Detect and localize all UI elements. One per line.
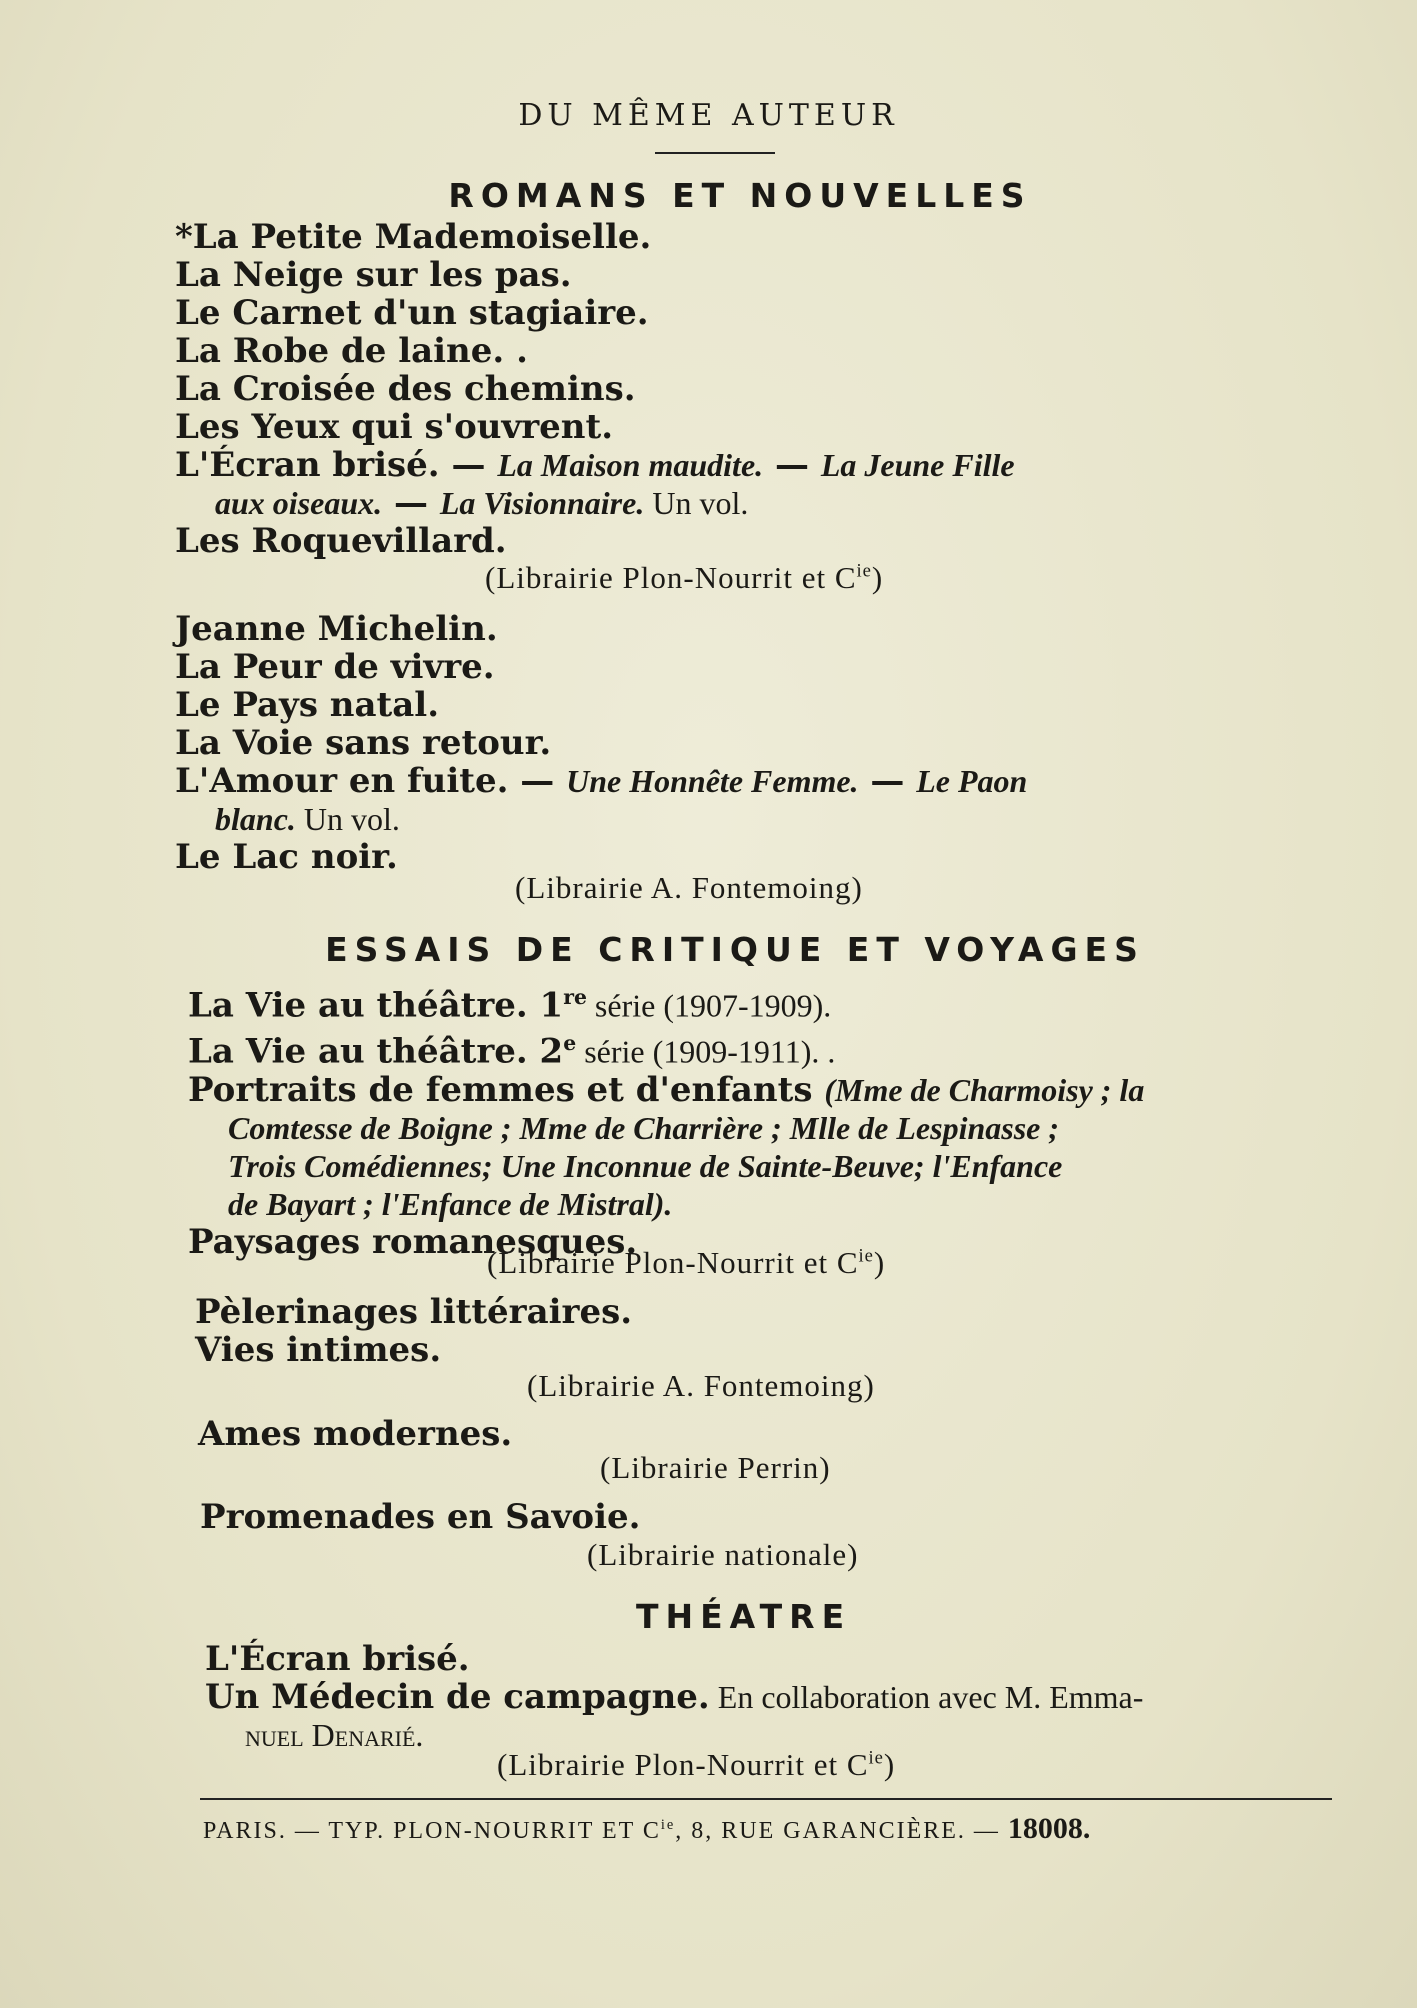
list-item-cont — [175, 484, 1325, 522]
entry-lead: L'Amour en fuite. — — [175, 761, 567, 801]
list-item: L'Écran brisé. — [205, 1639, 470, 1679]
publisher-line: (Librairie Perrin) — [600, 1450, 831, 1485]
publisher-line: (Librairie A. Fontemoing) — [527, 1368, 875, 1403]
entry-italic: La Maison maudite. — [497, 447, 764, 483]
section-title-theatre: THÉATRE — [636, 1597, 852, 1636]
publisher-sup: ie — [858, 1245, 874, 1267]
list-item-cont — [188, 1147, 1338, 1185]
entry-sup: re — [563, 985, 587, 1009]
entry-italic: aux oiseaux. — [215, 485, 383, 521]
list-item-medecin — [205, 1678, 1355, 1716]
entry-sup: e — [563, 1031, 577, 1056]
list-item-cont — [188, 1185, 1338, 1223]
list-item: La Croisée des chemins. — [175, 369, 636, 409]
list-item: Jeanne Michelin. — [175, 609, 498, 649]
list-item-ecran — [175, 446, 1325, 484]
section-essais-list — [188, 978, 1338, 1261]
list-item: La Neige sur les pas. — [175, 255, 572, 295]
page-header: DU MÊME AUTEUR — [518, 98, 899, 133]
list-item-cont — [188, 1109, 1338, 1147]
list-item: Promenades en Savoie. — [200, 1497, 641, 1537]
entry-sep: — — [763, 445, 821, 485]
section-romans-list — [175, 218, 1325, 560]
entry-sep: — — [858, 761, 917, 801]
section-title-romans: ROMANS ET NOUVELLES — [448, 176, 1032, 215]
list-item: *La Petite Mademoiselle. — [175, 217, 652, 257]
entry-tail: série (1907-1909). — [586, 987, 832, 1024]
list-item-portraits — [188, 1071, 1338, 1109]
footer-text: , 8, RUE GARANCIÈRE. — — [675, 1818, 1008, 1844]
entry-italic: La Visionnaire. — [439, 485, 645, 521]
entry-lead: Portraits de femmes et d'enfants — [188, 1069, 825, 1110]
section-romans-list-2 — [175, 610, 1325, 876]
entry-italic: (Mme de Charmoisy ; la — [824, 1071, 1145, 1108]
entry-italic: La Jeune Fille — [820, 447, 1015, 483]
entry-lead: La Vie au théâtre. 1 — [188, 985, 564, 1026]
list-item: La Peur de vivre. — [175, 647, 495, 687]
publisher-text: (Librairie Plon-Nourrit et C — [497, 1747, 869, 1782]
list-item — [188, 1024, 1338, 1070]
publisher-sup: ie — [868, 1747, 884, 1769]
list-item: Pèlerinages littéraires. — [195, 1292, 633, 1332]
entry-lead: Un Médecin de campagne. — [205, 1677, 710, 1717]
entry-italic: Le Paon — [916, 763, 1028, 799]
section-essais-list-2 — [195, 1293, 1345, 1369]
entry-sep: — — [382, 483, 440, 523]
list-item-cont — [175, 800, 1325, 838]
entry-italic: de Bayart ; l'Enfance de Mistral). — [228, 1185, 673, 1222]
publisher-line: (Librairie Plon-Nourrit et $C^{ie}$) — [487, 1245, 886, 1280]
list-item-amour — [175, 762, 1325, 800]
list-item — [188, 978, 1338, 1024]
footer-sup: ie — [660, 1817, 676, 1833]
entry-italic: Une Honnête Femme. — [566, 763, 859, 799]
footer-number: 18008. — [1007, 1812, 1091, 1845]
entry-tail: série (1909-1911). . — [576, 1033, 836, 1070]
entry-italic: blanc. — [215, 801, 296, 837]
header-rule — [655, 152, 775, 154]
footer-rule — [200, 1798, 1332, 1800]
list-item: Les Yeux qui s'ouvrent. — [175, 407, 614, 447]
publisher-text: (Librairie Plon-Nourrit et C — [487, 1245, 859, 1280]
entry-italic: Comtesse de Boigne ; Mme de Charrière ; Mlle de Lespinasse ; — [228, 1109, 1060, 1146]
list-item: Vies intimes. — [195, 1330, 442, 1370]
list-item: Le Lac noir. — [175, 837, 398, 877]
entry-tail: En collaboration avec M. Emma- — [709, 1679, 1144, 1715]
list-item: La Robe de laine. . — [175, 331, 528, 371]
list-item: La Voie sans retour. — [175, 723, 552, 763]
list-item: Ames modernes. — [198, 1414, 513, 1454]
publisher-line: (Librairie Plon-Nourrit et $C^{ie}$) — [485, 560, 884, 595]
section-theatre-list — [205, 1640, 1355, 1754]
list-item: Paysages romanesques. — [188, 1221, 638, 1262]
publisher-line: (Librairie Plon-Nourrit et $C^{ie}$) — [497, 1747, 896, 1782]
printer-footer — [203, 1812, 1090, 1846]
entry-tail: Un vol. — [295, 801, 400, 837]
entry-tail: nuel Denarié. — [245, 1717, 424, 1753]
list-item: Le Carnet d'un stagiaire. — [175, 293, 649, 333]
footer-text: PARIS. — TYP. PLON-NOURRIT ET C — [203, 1818, 661, 1844]
list-item: Le Pays natal. — [175, 685, 440, 725]
entry-lead: La Vie au théâtre. 2 — [188, 1031, 564, 1072]
publisher-line: (Librairie nationale) — [587, 1537, 859, 1572]
publisher-sup: ie — [856, 560, 872, 582]
publisher-text: (Librairie Plon-Nourrit et C — [485, 560, 857, 595]
entry-italic: Trois Comédiennes; Une Inconnue de Sainte-Beuve; l'Enfance — [228, 1147, 1063, 1184]
entry-tail: Un vol. — [644, 485, 749, 521]
section-title-essais: ESSAIS DE CRITIQUE ET VOYAGES — [325, 930, 1145, 969]
publisher-line: (Librairie A. Fontemoing) — [515, 870, 863, 905]
list-item: Les Roquevillard. — [175, 521, 507, 561]
entry-lead: L'Écran brisé. — — [175, 445, 498, 485]
